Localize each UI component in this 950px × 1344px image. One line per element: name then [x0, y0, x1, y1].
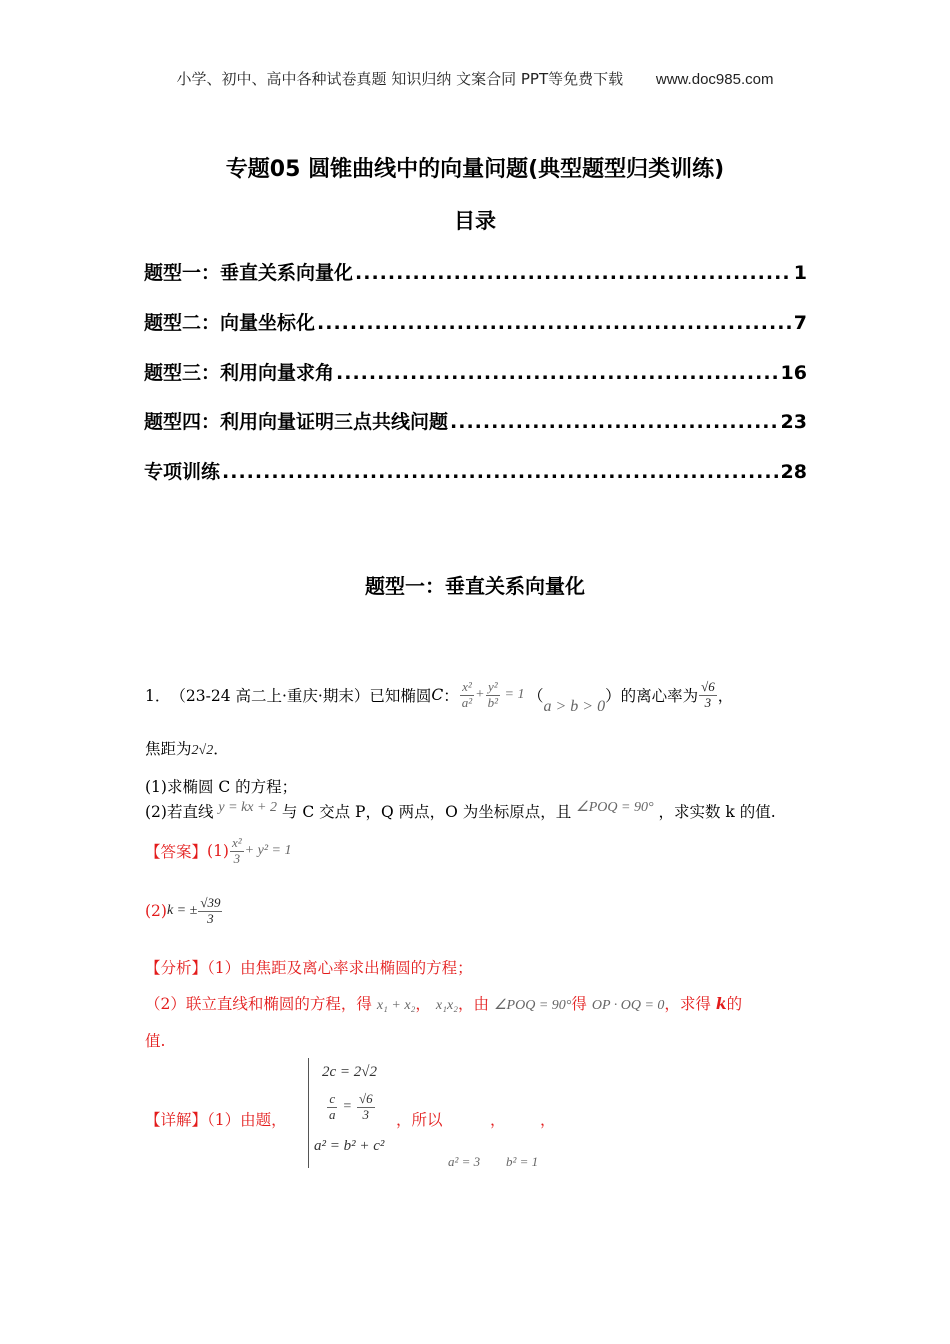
eccentricity: $\frac{√6}{3}$	[701, 679, 715, 710]
analysis-line2: （2）联立直线和椭圆的方程，得 x₁ + x₂， x₁x₂，由 ∠POQ = 90°得 OP · OQ = 0，求得 k的	[145, 994, 743, 1013]
system-eq-2: $\frac{c}{a}$ = $\frac{√6}{3}$	[329, 1091, 373, 1122]
detail-then: ，所以	[396, 1111, 443, 1129]
answer-line2: (2) k = ± $\frac{√39}{3}$	[145, 895, 221, 926]
toc-page: 7	[793, 312, 807, 334]
problem-stem: 1． （23-24 高二上·重庆·期末） 已知椭圆 C ： $\frac{\text{x²}}{\text{a²}}$ + $\frac{\text{y²}}{\text{b²}}$ = 1 （ a > b > 0 ） 的离心率为 $\frac{√6}{3}$ ，	[145, 679, 734, 716]
toc-leader	[450, 411, 779, 433]
result-a-squared: a² = 3	[448, 1154, 481, 1169]
problem-text: 已知椭圆	[369, 687, 432, 706]
toc-leader	[336, 362, 779, 384]
toc-label: 题型一：垂直关系向量化	[144, 262, 354, 284]
toc-page: 16	[780, 362, 807, 384]
detail-comma: ，	[490, 1111, 506, 1129]
header-url[interactable]: www.doc985.com	[655, 71, 774, 88]
curve-name: C	[431, 686, 444, 705]
toc-item[interactable]	[144, 457, 807, 484]
line-equation: y = kx + 2	[218, 800, 277, 815]
answer-line1: 【答案】 (1) $\frac{\text{x²}}{3}$ + y² = 1	[145, 835, 292, 866]
condition: a > b > 0	[543, 698, 606, 716]
header-text: 小学、初中、高中各种试卷真题 知识归纳 文案合同 PPT等免费下载	[176, 70, 624, 88]
problem-source: （23-24 高二上·重庆·期末）	[170, 687, 370, 706]
system-eq-3: a² = b² + c²	[314, 1138, 385, 1154]
angle-condition: ∠POQ = 90°	[576, 800, 654, 815]
analysis-line1: 【分析】（1）由焦距及离心率求出椭圆的方程；	[145, 959, 473, 977]
problem-number: 1．	[145, 687, 171, 706]
section-heading: 题型一：垂直关系向量化	[365, 574, 585, 598]
system-eq-1: 2c = 2√2	[322, 1064, 378, 1080]
toc-label: 题型三：利用向量求角	[144, 362, 335, 384]
detail-tag: 【详解】	[145, 1111, 208, 1129]
answer-k-fraction: $\frac{√39}{3}$	[200, 895, 221, 926]
toc-item[interactable]	[144, 358, 807, 385]
toc-label: 题型二：向量坐标化	[144, 312, 316, 334]
analysis-line3: 值.	[145, 1032, 166, 1050]
toc-item[interactable]	[144, 407, 807, 434]
detail-lead: 【详解】（1）由题，	[145, 1111, 287, 1129]
toc-label: 专项训练	[144, 461, 221, 483]
focal-distance: 2√2	[191, 743, 214, 758]
answer-fraction: $\frac{\text{x²}}{3}$	[231, 835, 242, 866]
toc-page: 28	[780, 461, 807, 483]
ellipse-term-x: $\frac{\text{x²}}{\text{a²}}$	[461, 679, 473, 710]
colon: ：	[443, 687, 459, 706]
detail-comma: ，	[540, 1111, 556, 1129]
problem-text: 的离心率为	[620, 687, 699, 706]
analysis-tag: 【分析】	[145, 959, 208, 977]
toc-page: 1	[793, 262, 807, 284]
toc-leader	[355, 262, 792, 284]
problem-line2: 焦距为2√2．	[145, 740, 229, 758]
toc-item[interactable]	[144, 258, 807, 285]
result-b-squared: b² = 1	[506, 1154, 539, 1169]
problem-part1: (1)求椭圆 C 的方程；	[145, 778, 298, 796]
toc-heading: 目录	[454, 209, 496, 233]
toc-page: 23	[780, 411, 807, 433]
toc-label: 题型四：利用向量证明三点共线问题	[144, 411, 449, 433]
page-header	[0, 68, 950, 89]
ellipse-term-y: $\frac{\text{y²}}{\text{b²}}$	[487, 679, 499, 710]
document-title: 专题05 圆锥曲线中的向量问题(典型题型归类训练)	[225, 157, 725, 182]
toc-leader	[317, 312, 792, 334]
problem-part2: (2)若直线 y = kx + 2 与 C 交点 P，Q 两点，O 为坐标原点，且 ∠POQ = 90° ，求实数 k 的值.	[145, 800, 776, 821]
toc-item[interactable]	[144, 308, 807, 335]
toc-leader	[222, 461, 779, 483]
answer-tag: 【答案】	[145, 843, 208, 862]
